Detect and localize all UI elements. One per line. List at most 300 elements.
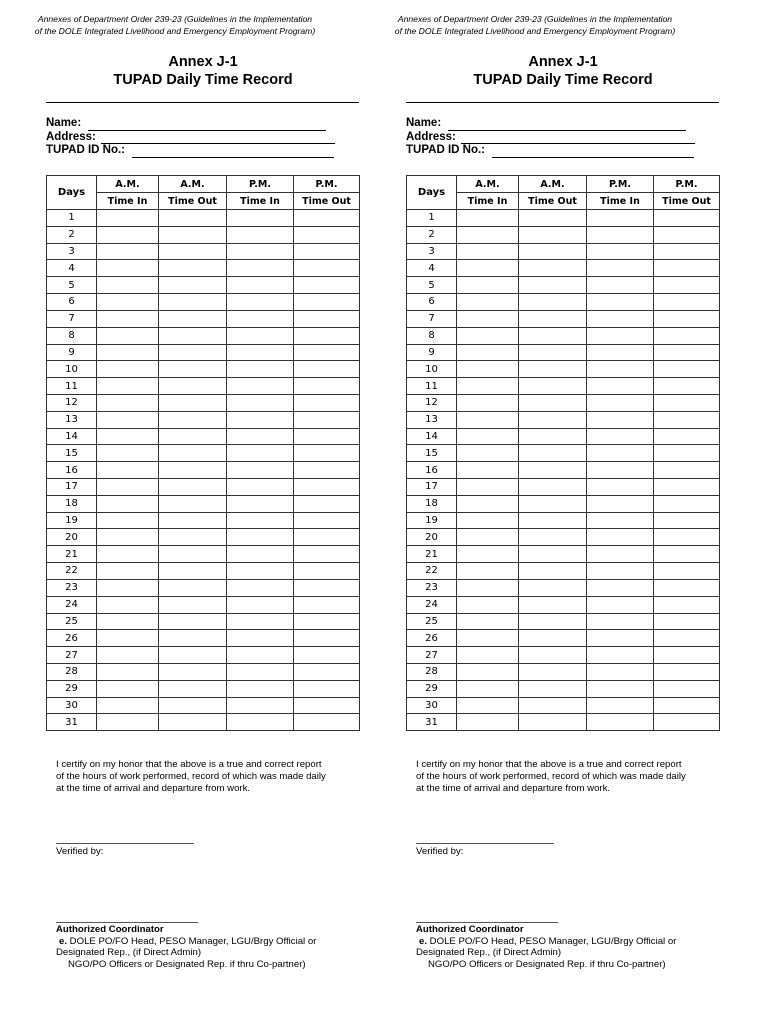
time-entry-cell[interactable]: [227, 411, 294, 428]
time-entry-cell[interactable]: [654, 512, 720, 529]
time-entry-cell[interactable]: [457, 579, 519, 596]
time-entry-cell[interactable]: [227, 294, 294, 311]
time-entry-cell[interactable]: [587, 596, 654, 613]
time-entry-cell[interactable]: [97, 277, 159, 294]
time-entry-cell[interactable]: [519, 361, 587, 378]
worker-signature-line[interactable]: [416, 843, 554, 844]
time-entry-cell[interactable]: [227, 445, 294, 462]
certification-line: I certify on my honor that the above is a true and correct report: [56, 759, 322, 770]
time-entry-cell[interactable]: [519, 226, 587, 243]
time-entry-cell[interactable]: [97, 697, 159, 714]
time-entry-cell[interactable]: [97, 495, 159, 512]
time-entry-cell[interactable]: [457, 361, 519, 378]
time-entry-cell[interactable]: [519, 613, 587, 630]
time-entry-cell[interactable]: [587, 462, 654, 479]
time-entry-cell[interactable]: [97, 378, 159, 395]
time-entry-cell[interactable]: [654, 462, 720, 479]
form-title-text: TUPAD Daily Time Record: [473, 72, 653, 88]
time-entry-cell[interactable]: [457, 714, 519, 731]
table-row: [407, 529, 720, 546]
time-entry-cell[interactable]: [587, 226, 654, 243]
time-entry-cell[interactable]: [159, 445, 227, 462]
time-entry-cell[interactable]: [654, 529, 720, 546]
time-entry-cell[interactable]: [519, 596, 587, 613]
time-entry-cell[interactable]: [654, 596, 720, 613]
time-entry-cell[interactable]: [227, 647, 294, 664]
time-entry-cell[interactable]: [654, 210, 720, 227]
time-entry-cell[interactable]: [97, 243, 159, 260]
time-entry-cell[interactable]: [519, 294, 587, 311]
name-field[interactable]: [406, 117, 695, 131]
time-entry-cell[interactable]: [159, 479, 227, 496]
tupad-id-line[interactable]: [132, 146, 334, 158]
time-entry-cell[interactable]: [519, 260, 587, 277]
time-entry-cell[interactable]: [519, 529, 587, 546]
day-number: 31: [407, 714, 457, 731]
time-entry-cell[interactable]: [294, 529, 360, 546]
time-entry-cell[interactable]: [587, 613, 654, 630]
time-entry-cell[interactable]: [227, 714, 294, 731]
table-row: [407, 647, 720, 664]
time-entry-cell[interactable]: [654, 445, 720, 462]
time-entry-cell[interactable]: [654, 495, 720, 512]
time-entry-cell[interactable]: [519, 697, 587, 714]
tupad-id-field[interactable]: [46, 144, 335, 158]
time-entry-cell[interactable]: [159, 546, 227, 563]
time-entry-cell[interactable]: [227, 512, 294, 529]
time-entry-cell[interactable]: [654, 563, 720, 580]
time-entry-cell[interactable]: [519, 479, 587, 496]
time-entry-cell[interactable]: [587, 479, 654, 496]
verified-by-label: Verified by:: [416, 846, 464, 857]
time-entry-cell[interactable]: [587, 361, 654, 378]
day-number: 21: [407, 546, 457, 563]
time-entry-cell[interactable]: [457, 495, 519, 512]
time-entry-cell[interactable]: [587, 294, 654, 311]
table-row: [47, 378, 360, 395]
time-entry-cell[interactable]: [519, 327, 587, 344]
table-row: [47, 495, 360, 512]
time-entry-cell[interactable]: [457, 546, 519, 563]
time-entry-cell[interactable]: [227, 210, 294, 227]
time-entry-cell[interactable]: [587, 546, 654, 563]
time-entry-cell[interactable]: [654, 714, 720, 731]
annex-title: Annex J-1: [168, 54, 238, 70]
time-entry-cell[interactable]: [519, 680, 587, 697]
time-entry-cell[interactable]: [587, 210, 654, 227]
time-entry-cell[interactable]: [294, 411, 360, 428]
table-row: [407, 361, 720, 378]
day-number: 27: [47, 647, 97, 664]
time-entry-cell[interactable]: [294, 277, 360, 294]
time-entry-cell[interactable]: [587, 378, 654, 395]
time-entry-cell[interactable]: [457, 394, 519, 411]
address-line[interactable]: [461, 132, 695, 144]
day-number: 24: [47, 596, 97, 613]
time-entry-cell[interactable]: [519, 394, 587, 411]
time-entry-cell[interactable]: [519, 563, 587, 580]
time-entry-cell[interactable]: [587, 663, 654, 680]
day-number: 4: [47, 260, 97, 277]
time-entry-cell[interactable]: [294, 479, 360, 496]
column-subheader: Time In: [587, 193, 654, 210]
time-entry-cell[interactable]: [97, 663, 159, 680]
time-entry-cell[interactable]: [587, 344, 654, 361]
time-entry-cell[interactable]: [519, 210, 587, 227]
time-entry-cell[interactable]: [294, 663, 360, 680]
time-entry-cell[interactable]: [159, 495, 227, 512]
time-entry-cell[interactable]: [294, 260, 360, 277]
time-entry-cell[interactable]: [587, 243, 654, 260]
time-entry-cell[interactable]: [457, 378, 519, 395]
time-entry-cell[interactable]: [654, 378, 720, 395]
coordinator-line: [56, 936, 376, 948]
time-entry-cell[interactable]: [587, 277, 654, 294]
time-entry-cell[interactable]: [159, 462, 227, 479]
time-entry-cell[interactable]: [294, 210, 360, 227]
address-field[interactable]: [46, 131, 335, 145]
time-entry-cell[interactable]: [587, 428, 654, 445]
time-entry-cell[interactable]: [654, 613, 720, 630]
time-entry-cell[interactable]: [294, 697, 360, 714]
address-field[interactable]: [406, 131, 695, 145]
time-entry-cell[interactable]: [457, 243, 519, 260]
time-entry-cell[interactable]: [457, 596, 519, 613]
time-entry-cell[interactable]: [159, 663, 227, 680]
time-entry-cell[interactable]: [654, 428, 720, 445]
time-entry-cell[interactable]: [97, 479, 159, 496]
time-entry-cell[interactable]: [654, 226, 720, 243]
time-entry-cell[interactable]: [159, 428, 227, 445]
time-entry-cell[interactable]: [457, 327, 519, 344]
time-entry-cell[interactable]: [159, 714, 227, 731]
time-entry-cell[interactable]: [654, 411, 720, 428]
time-entry-cell[interactable]: [519, 428, 587, 445]
day-number: 23: [407, 579, 457, 596]
time-entry-cell[interactable]: [457, 512, 519, 529]
time-entry-cell[interactable]: [227, 260, 294, 277]
time-entry-cell[interactable]: [294, 394, 360, 411]
time-entry-cell[interactable]: [654, 277, 720, 294]
time-entry-cell[interactable]: [159, 563, 227, 580]
day-number: 12: [47, 394, 97, 411]
time-entry-cell[interactable]: [97, 210, 159, 227]
time-entry-cell[interactable]: [457, 226, 519, 243]
time-entry-cell[interactable]: [654, 344, 720, 361]
time-entry-cell[interactable]: [227, 479, 294, 496]
time-entry-cell[interactable]: [457, 428, 519, 445]
time-entry-cell[interactable]: [159, 596, 227, 613]
time-entry-cell[interactable]: [294, 344, 360, 361]
time-entry-cell[interactable]: [294, 462, 360, 479]
time-entry-cell[interactable]: [159, 411, 227, 428]
day-number: 1: [407, 210, 457, 227]
time-entry-cell[interactable]: [159, 512, 227, 529]
time-entry-cell[interactable]: [654, 479, 720, 496]
time-entry-cell[interactable]: [519, 243, 587, 260]
time-entry-cell[interactable]: [227, 630, 294, 647]
time-entry-cell[interactable]: [227, 579, 294, 596]
time-entry-cell[interactable]: [227, 243, 294, 260]
time-entry-cell[interactable]: [457, 210, 519, 227]
time-entry-cell[interactable]: [519, 663, 587, 680]
time-entry-cell[interactable]: [587, 647, 654, 664]
time-entry-cell[interactable]: [227, 546, 294, 563]
time-entry-cell[interactable]: [587, 327, 654, 344]
time-entry-cell[interactable]: [294, 310, 360, 327]
coordinator-signature-line[interactable]: [416, 922, 558, 923]
time-entry-cell[interactable]: [97, 596, 159, 613]
time-entry-cell[interactable]: [587, 579, 654, 596]
time-entry-cell[interactable]: [654, 579, 720, 596]
time-entry-cell[interactable]: [97, 411, 159, 428]
time-entry-cell[interactable]: [97, 445, 159, 462]
name-label: Name:: [46, 117, 82, 129]
time-entry-cell[interactable]: [227, 310, 294, 327]
time-entry-cell[interactable]: [97, 226, 159, 243]
time-entry-cell[interactable]: [97, 714, 159, 731]
time-entry-cell[interactable]: [654, 663, 720, 680]
time-entry-cell[interactable]: [227, 277, 294, 294]
time-entry-cell[interactable]: [519, 512, 587, 529]
time-entry-cell[interactable]: [97, 294, 159, 311]
time-entry-cell[interactable]: [587, 411, 654, 428]
tupad-id-label: TUPAD ID No.:: [406, 144, 486, 156]
tupad-id-field[interactable]: [406, 144, 695, 158]
day-number: 13: [47, 411, 97, 428]
table-row: [407, 596, 720, 613]
time-entry-cell[interactable]: [294, 428, 360, 445]
time-entry-cell[interactable]: [654, 680, 720, 697]
time-entry-cell[interactable]: [294, 361, 360, 378]
time-entry-cell[interactable]: [227, 529, 294, 546]
time-entry-cell[interactable]: [97, 361, 159, 378]
table-row: [47, 277, 360, 294]
time-entry-cell[interactable]: [519, 378, 587, 395]
time-entry-cell[interactable]: [227, 344, 294, 361]
time-entry-cell[interactable]: [294, 714, 360, 731]
time-entry-cell[interactable]: [227, 697, 294, 714]
table-row: [407, 243, 720, 260]
time-entry-cell[interactable]: [457, 563, 519, 580]
time-entry-cell[interactable]: [294, 445, 360, 462]
time-entry-cell[interactable]: [227, 226, 294, 243]
table-row: [47, 327, 360, 344]
time-entry-cell[interactable]: [294, 243, 360, 260]
time-entry-cell[interactable]: [587, 630, 654, 647]
time-entry-cell[interactable]: [587, 529, 654, 546]
time-entry-cell[interactable]: [654, 630, 720, 647]
time-entry-cell[interactable]: [457, 294, 519, 311]
time-entry-cell[interactable]: [294, 327, 360, 344]
time-entry-cell[interactable]: [587, 310, 654, 327]
time-entry-cell[interactable]: [519, 647, 587, 664]
time-entry-cell[interactable]: [97, 579, 159, 596]
time-entry-cell[interactable]: [457, 445, 519, 462]
name-line[interactable]: [88, 119, 326, 131]
time-entry-cell[interactable]: [457, 529, 519, 546]
time-entry-cell[interactable]: [227, 394, 294, 411]
table-row: [407, 310, 720, 327]
time-entry-cell[interactable]: [159, 697, 227, 714]
time-entry-cell[interactable]: [97, 260, 159, 277]
name-field[interactable]: [46, 117, 335, 131]
time-entry-cell[interactable]: [227, 462, 294, 479]
time-entry-cell[interactable]: [457, 647, 519, 664]
time-entry-cell[interactable]: [457, 260, 519, 277]
time-entry-cell[interactable]: [457, 663, 519, 680]
coordinator-signature-line[interactable]: [56, 922, 198, 923]
time-entry-cell[interactable]: [227, 613, 294, 630]
time-entry-cell[interactable]: [457, 613, 519, 630]
time-entry-cell[interactable]: [294, 579, 360, 596]
time-entry-cell[interactable]: [159, 277, 227, 294]
time-entry-cell[interactable]: [587, 563, 654, 580]
time-entry-cell[interactable]: [159, 647, 227, 664]
time-entry-cell[interactable]: [159, 327, 227, 344]
time-entry-cell[interactable]: [587, 495, 654, 512]
worker-signature-line[interactable]: [56, 843, 194, 844]
time-entry-cell[interactable]: [294, 294, 360, 311]
time-entry-cell[interactable]: [294, 647, 360, 664]
time-entry-cell[interactable]: [159, 394, 227, 411]
time-entry-cell[interactable]: [294, 563, 360, 580]
time-entry-cell[interactable]: [97, 512, 159, 529]
time-entry-cell[interactable]: [227, 663, 294, 680]
time-entry-cell[interactable]: [519, 579, 587, 596]
time-entry-cell[interactable]: [519, 310, 587, 327]
time-entry-cell[interactable]: [97, 327, 159, 344]
time-entry-cell[interactable]: [654, 310, 720, 327]
day-number: 30: [47, 697, 97, 714]
time-entry-cell[interactable]: [227, 680, 294, 697]
time-entry-cell[interactable]: [519, 714, 587, 731]
time-entry-cell[interactable]: [97, 310, 159, 327]
time-entry-cell[interactable]: [159, 210, 227, 227]
time-entry-cell[interactable]: [457, 344, 519, 361]
time-entry-cell[interactable]: [654, 361, 720, 378]
time-entry-cell[interactable]: [227, 563, 294, 580]
time-entry-cell[interactable]: [457, 277, 519, 294]
time-entry-cell[interactable]: [227, 378, 294, 395]
time-entry-cell[interactable]: [519, 277, 587, 294]
time-entry-cell[interactable]: [587, 680, 654, 697]
time-entry-cell[interactable]: [97, 563, 159, 580]
time-entry-cell[interactable]: [519, 630, 587, 647]
day-number: 22: [407, 563, 457, 580]
time-entry-cell[interactable]: [159, 378, 227, 395]
time-entry-cell[interactable]: [294, 546, 360, 563]
time-entry-cell[interactable]: [159, 579, 227, 596]
time-entry-cell[interactable]: [457, 479, 519, 496]
time-entry-cell[interactable]: [97, 344, 159, 361]
time-entry-cell[interactable]: [159, 344, 227, 361]
table-row: [407, 714, 720, 731]
time-entry-cell[interactable]: [159, 294, 227, 311]
time-entry-cell[interactable]: [159, 529, 227, 546]
time-entry-cell[interactable]: [587, 260, 654, 277]
day-number: 17: [407, 479, 457, 496]
time-entry-cell[interactable]: [97, 680, 159, 697]
time-entry-cell[interactable]: [587, 512, 654, 529]
time-entry-cell[interactable]: [97, 394, 159, 411]
time-entry-cell[interactable]: [294, 596, 360, 613]
time-entry-cell[interactable]: [519, 344, 587, 361]
time-entry-cell[interactable]: [587, 714, 654, 731]
time-entry-cell[interactable]: [294, 680, 360, 697]
time-entry-cell[interactable]: [97, 613, 159, 630]
name-line[interactable]: [448, 119, 686, 131]
certification-line: of the hours of work performed, record of which was made daily: [56, 770, 326, 782]
time-entry-cell[interactable]: [294, 613, 360, 630]
time-entry-cell[interactable]: [457, 411, 519, 428]
tupad-id-line[interactable]: [492, 146, 694, 158]
time-entry-cell[interactable]: [159, 260, 227, 277]
time-entry-cell[interactable]: [519, 445, 587, 462]
time-entry-cell[interactable]: [159, 310, 227, 327]
time-entry-cell[interactable]: [519, 462, 587, 479]
time-entry-cell[interactable]: [294, 630, 360, 647]
time-entry-cell[interactable]: [654, 260, 720, 277]
annex-note-line: Annexes of Department Order 239-23 (Guidelines in the Implementation: [397, 14, 673, 24]
time-entry-cell[interactable]: [457, 462, 519, 479]
time-entry-cell[interactable]: [227, 495, 294, 512]
time-entry-cell[interactable]: [519, 546, 587, 563]
time-entry-cell[interactable]: [97, 462, 159, 479]
time-entry-cell[interactable]: [457, 630, 519, 647]
time-entry-cell[interactable]: [294, 378, 360, 395]
time-entry-cell[interactable]: [159, 680, 227, 697]
time-entry-cell[interactable]: [654, 243, 720, 260]
time-entry-cell[interactable]: [294, 226, 360, 243]
time-entry-cell[interactable]: [227, 596, 294, 613]
time-entry-cell[interactable]: [227, 327, 294, 344]
time-entry-cell[interactable]: [587, 697, 654, 714]
time-entry-cell[interactable]: [159, 361, 227, 378]
time-entry-cell[interactable]: [227, 428, 294, 445]
time-entry-cell[interactable]: [97, 428, 159, 445]
time-entry-cell[interactable]: [159, 243, 227, 260]
time-entry-cell[interactable]: [587, 394, 654, 411]
time-entry-cell[interactable]: [457, 310, 519, 327]
time-entry-cell[interactable]: [587, 445, 654, 462]
time-entry-cell[interactable]: [654, 327, 720, 344]
time-entry-cell[interactable]: [97, 630, 159, 647]
verified-by-label: Verified by:: [56, 846, 104, 857]
time-entry-cell[interactable]: [654, 647, 720, 664]
time-entry-cell[interactable]: [294, 495, 360, 512]
time-entry-cell[interactable]: [227, 361, 294, 378]
time-entry-cell[interactable]: [97, 647, 159, 664]
time-entry-cell[interactable]: [654, 546, 720, 563]
time-entry-cell[interactable]: [97, 529, 159, 546]
table-row: [407, 495, 720, 512]
time-entry-cell[interactable]: [654, 697, 720, 714]
time-entry-cell[interactable]: [457, 697, 519, 714]
time-entry-cell[interactable]: [519, 411, 587, 428]
address-line[interactable]: [101, 132, 335, 144]
time-entry-cell[interactable]: [159, 613, 227, 630]
time-entry-cell[interactable]: [457, 680, 519, 697]
time-entry-cell[interactable]: [519, 495, 587, 512]
time-entry-cell[interactable]: [654, 294, 720, 311]
time-entry-cell[interactable]: [294, 512, 360, 529]
worker-fields: [46, 117, 335, 158]
time-entry-cell[interactable]: [654, 394, 720, 411]
time-entry-cell[interactable]: [97, 546, 159, 563]
time-entry-cell[interactable]: [159, 226, 227, 243]
time-entry-cell[interactable]: [159, 630, 227, 647]
